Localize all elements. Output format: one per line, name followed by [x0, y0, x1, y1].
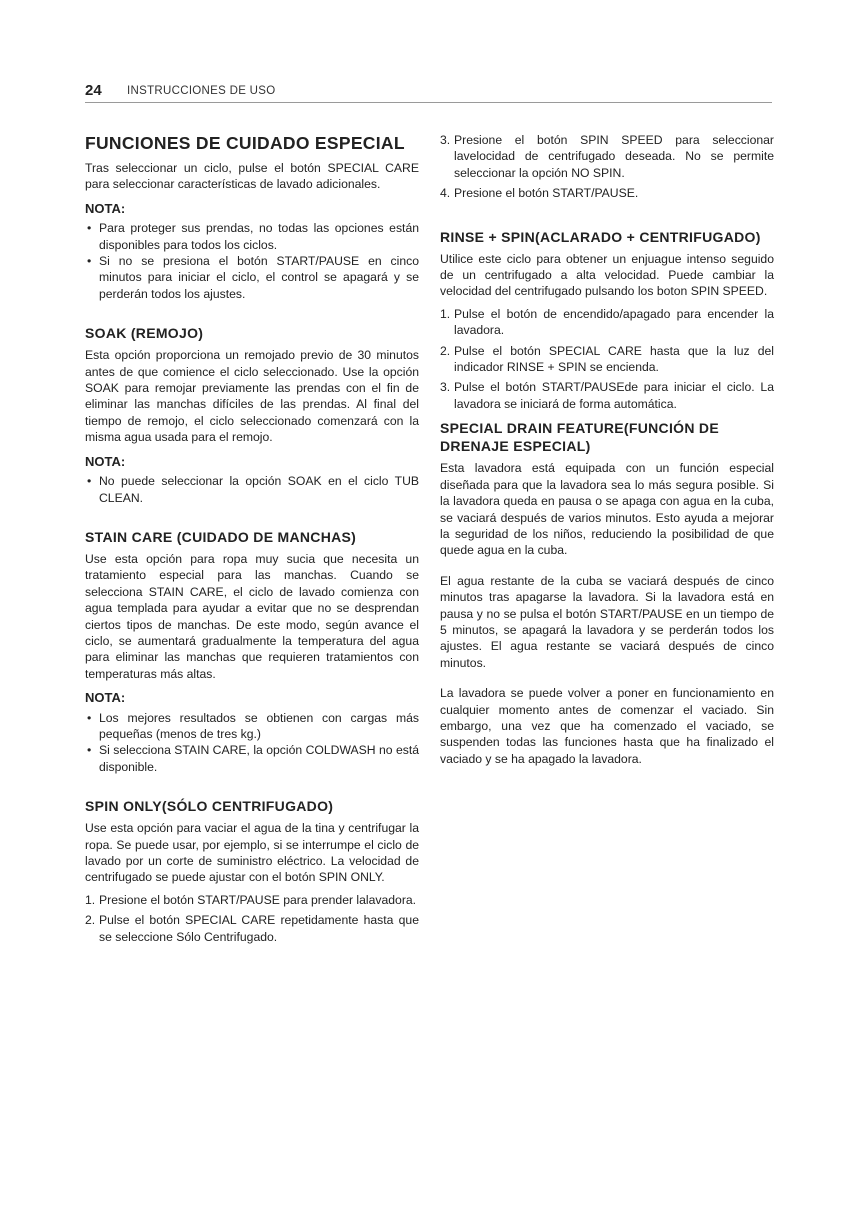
- steps-list: [440, 306, 774, 412]
- note-label: NOTA:: [85, 200, 126, 216]
- special-drain-heading: SPECIAL DRAIN FEATURE(FUNCIÓN DE DRENAJE ESPECIAL): [440, 420, 719, 455]
- special-drain-paragraph-2: El agua restante de la cuba se vaciará después de cinco minutos tras apagarse la lavadora. Si la lavadora está en pausa y no se pulsa el botón START/PAUSE en un tiempo de 5 minutos, se apagará la lavadora y se perderán todos los ajustes. El agua restante se vaciará después de cinco minutos.: [440, 573, 774, 670]
- note-list: [85, 710, 419, 776]
- note-list: [85, 220, 419, 302]
- note-item: • No puede seleccionar la opción SOAK en el ciclo TUB CLEAN.: [85, 473, 419, 506]
- intro-paragraph: Tras seleccionar un ciclo, pulse el botón SPECIAL CARE para seleccionar características de lavado adicionales.: [85, 161, 419, 192]
- spin-only-heading: SPIN ONLY(SÓLO CENTRIFUGADO): [85, 798, 334, 815]
- steps-list: [440, 132, 774, 202]
- note-label: NOTA:: [85, 690, 126, 706]
- step-item: 4. Presione el botón START/PAUSE.: [440, 186, 639, 201]
- note-item: • Los mejores resultados se obtienen con cargas más pequeñas (menos de tres kg.): [85, 710, 419, 743]
- note-item: • Si selecciona STAIN CARE, la opción COLDWASH no está disponible.: [85, 742, 419, 775]
- step-item: 3. Presione el botón SPIN SPEED para seleccionar lavelocidad de centrifugado deseada. No se permite seleccionar la opción NO SPIN.: [440, 133, 774, 180]
- special-drain-paragraph-3: La lavadora se puede volver a poner en funcionamiento en cualquier momento antes de comenzar el vaciado. Sin embargo, una vez que ha comenzado el vaciado, se suspenden todas las funciones hasta que ha finalizado el vaciado y se ha apagado la lavadora.: [440, 686, 774, 766]
- page-number: 24: [85, 82, 102, 99]
- note-item: • Para proteger sus prendas, no todas las opciones están disponibles para todos los ciclos.: [85, 220, 419, 253]
- stain-care-heading: STAIN CARE (CUIDADO DE MANCHAS): [85, 528, 357, 545]
- step-item: 2. Pulse el botón SPECIAL CARE repetidamente hasta que se seleccione Sólo Centrifugado.: [85, 913, 419, 944]
- special-drain-paragraph-1: Esta lavadora está equipada con un función especial diseñada para que la lavadora sea lo más segura posible. Si la lavadora queda en pausa o se apaga con agua en la cuba, se vaciará después de varios minutos. Esto ayuda a mejorar la seguridad de los niños, reduciendo la posibilidad de que quede agua en la cuba.: [440, 461, 774, 558]
- rinse-spin-heading: RINSE + SPIN(ACLARADO + CENTRIFUGADO): [440, 228, 761, 245]
- section-title: FUNCIONES DE CUIDADO ESPECIAL: [85, 133, 405, 153]
- step-item: 1. Pulse el botón de encendido/apagado para encender la lavadora.: [440, 306, 774, 338]
- note-item: • Si no se presiona el botón START/PAUSE en cinco minutos para iniciar el ciclo, el control se apagará y se perderán todos los ajustes.: [85, 253, 419, 302]
- stain-care-paragraph: Use esta opción para ropa muy sucia que necesita un tratamiento especial para las manchas. Cuando se selecciona STAIN CARE, el ciclo de lavado comienza con agua templada para ayudar a evitar que no se desprendan ciertos tipos de manchas. De este modo, según avance el ciclo, se aumentará gradualmente la temperatura del agua para eliminar las manchas que requieren tratamientos con temperaturas más altas.: [85, 551, 419, 681]
- page-header: [85, 82, 772, 103]
- step-item: 3. Pulse el botón START/PAUSEde para iniciar el ciclo. La lavadora se iniciará de forma automática.: [440, 380, 774, 411]
- note-list: [85, 473, 419, 506]
- running-head: INSTRUCCIONES DE USO: [127, 85, 276, 97]
- soak-paragraph: Esta opción proporciona un remojado previo de 30 minutos antes de que comience el ciclo seleccionado. Use la opción SOAK para remojar previamente las prendas con el fin de eliminar las manchas difíciles de las prendas. Al final del tiempo de remojo, el ciclo seleccionado comenzará con la misma agua usada para el remojo.: [85, 348, 419, 445]
- step-item: 2. Pulse el botón SPECIAL CARE hasta que la luz del indicador RINSE + SPIN se encienda.: [440, 343, 774, 375]
- steps-list: [85, 892, 419, 945]
- soak-heading: SOAK (REMOJO): [85, 325, 204, 342]
- spin-only-paragraph: Use esta opción para vaciar el agua de la tina y centrifugar la ropa. Se puede usar, por ejemplo, si se interrumpe el ciclo de lavado por un corte de suministro eléctrico. La velocidad de centrifugado se puede ajustar con el botón SPIN ONLY.: [85, 821, 419, 885]
- rinse-spin-paragraph: Utilice este ciclo para obtener un enjuague intenso seguido de un centrifugado a alta velocidad. Puede cambiar la velocidad del centrifugado pulsando los boton SPIN SPEED.: [440, 251, 774, 299]
- right-column: [440, 132, 774, 767]
- note-label: NOTA:: [85, 453, 126, 469]
- step-item: 1. Presione el botón START/PAUSE para prender lalavadora.: [85, 892, 417, 907]
- left-column: [85, 132, 419, 949]
